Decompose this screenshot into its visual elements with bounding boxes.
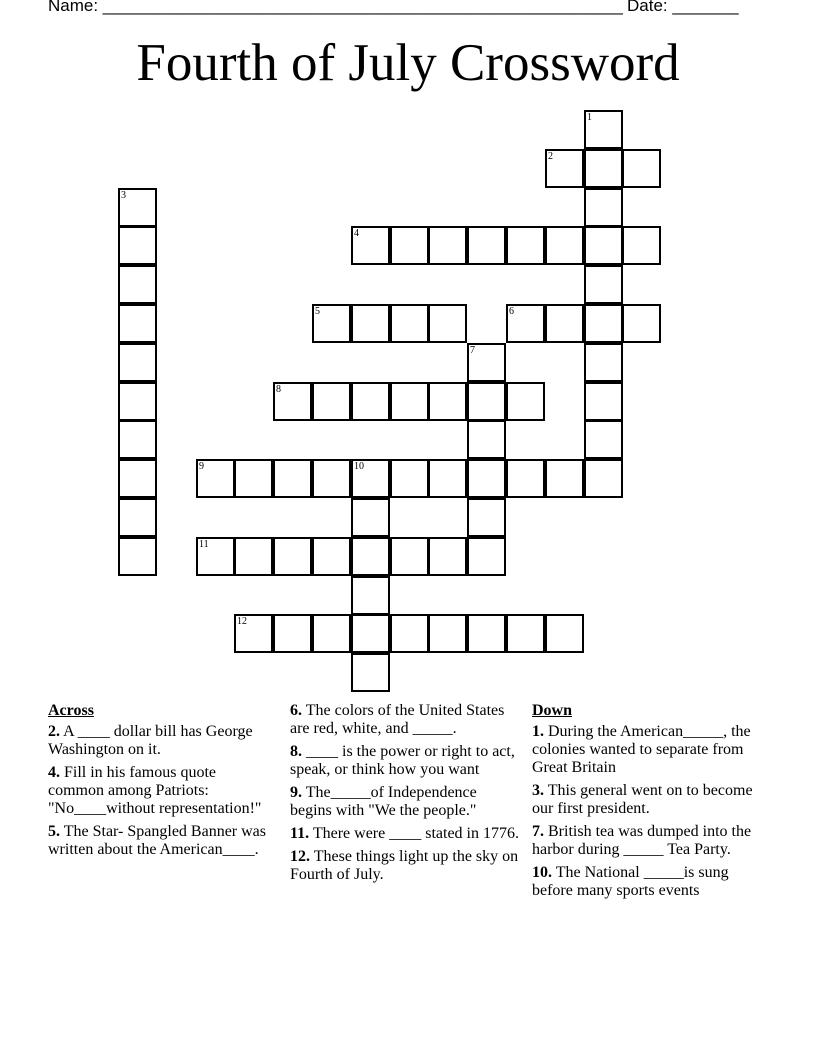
clue-text: A ____ dollar bill has George Washington on it. (48, 723, 253, 758)
crossword-cell[interactable] (622, 226, 661, 265)
crossword-cell[interactable] (584, 304, 623, 343)
crossword-cell[interactable] (467, 614, 506, 653)
crossword-cell[interactable] (312, 537, 351, 576)
crossword-cell[interactable] (390, 537, 429, 576)
cell-number: 1 (587, 112, 592, 123)
down-clues-column (532, 702, 770, 905)
clue-number: 3. (532, 782, 544, 799)
clue-text: There were ____ stated in 1776. (312, 825, 519, 842)
across-clues-column-2 (290, 702, 522, 889)
crossword-cell[interactable] (312, 459, 351, 498)
crossword-cell[interactable] (545, 459, 584, 498)
crossword-cell[interactable] (467, 343, 506, 382)
clue-across-8 (290, 743, 522, 779)
clue-text: The colors of the United States are red, white, and _____. (290, 702, 505, 737)
crossword-cell[interactable] (351, 498, 390, 537)
crossword-cell[interactable] (467, 459, 506, 498)
cell-number: 2 (548, 151, 553, 162)
crossword-cell[interactable] (545, 614, 584, 653)
crossword-cell[interactable] (545, 304, 584, 343)
clue-down-1 (532, 723, 770, 777)
crossword-cell[interactable] (312, 304, 351, 343)
crossword-cell[interactable] (390, 226, 429, 265)
crossword-cell[interactable] (118, 459, 157, 498)
cell-number: 12 (237, 616, 247, 627)
clue-across-11 (290, 825, 522, 843)
clue-across-12 (290, 848, 522, 884)
crossword-cell[interactable] (196, 459, 235, 498)
crossword-cell[interactable] (351, 459, 390, 498)
clue-number: 9. (290, 784, 302, 801)
crossword-cell[interactable] (118, 498, 157, 537)
crossword-cell[interactable] (273, 382, 312, 421)
crossword-cell[interactable] (351, 226, 390, 265)
clue-text: The Star- Spangled Banner was written about the American____. (48, 823, 267, 858)
cell-number: 6 (509, 306, 514, 317)
crossword-cell[interactable] (584, 149, 623, 188)
crossword-cell[interactable] (428, 537, 467, 576)
cell-number: 3 (121, 190, 126, 201)
clue-down-7 (532, 823, 770, 859)
crossword-cell[interactable] (428, 304, 467, 343)
cell-number: 7 (470, 345, 475, 356)
cell-number: 5 (315, 306, 320, 317)
clue-across-6 (290, 702, 522, 738)
crossword-cell[interactable] (584, 343, 623, 382)
clue-text: The_____of Independence begins with "We the people." (290, 784, 477, 819)
crossword-cell[interactable] (118, 420, 157, 459)
page-title: Fourth of July Crossword (136, 34, 680, 92)
clue-across-5 (48, 823, 273, 859)
crossword-cell[interactable] (118, 537, 157, 576)
across-clues-column-1 (48, 702, 273, 864)
crossword-cell[interactable] (428, 459, 467, 498)
name-field-label: Name: _______________________________________________________ (48, 0, 623, 15)
clue-down-10 (532, 864, 770, 900)
cell-number: 9 (199, 461, 204, 472)
date-field-label: Date: _______ (627, 0, 739, 15)
crossword-cell[interactable] (234, 459, 273, 498)
crossword-cell[interactable] (467, 420, 506, 459)
clue-text: These things light up the sky on Fourth of July. (290, 848, 519, 883)
crossword-cell[interactable] (467, 226, 506, 265)
crossword-cell[interactable] (390, 304, 429, 343)
crossword-cell[interactable] (234, 614, 273, 653)
crossword-cell[interactable] (351, 653, 390, 692)
clue-text: British tea was dumped into the harbor during _____ Tea Party. (532, 823, 752, 858)
crossword-cell[interactable] (506, 614, 545, 653)
crossword-cell[interactable] (545, 226, 584, 265)
crossword-cell[interactable] (351, 537, 390, 576)
crossword-cell[interactable] (118, 343, 157, 382)
crossword-cell[interactable] (273, 614, 312, 653)
crossword-cell[interactable] (467, 498, 506, 537)
clue-across-2 (48, 723, 273, 759)
crossword-cell[interactable] (545, 149, 584, 188)
crossword-cell[interactable] (622, 304, 661, 343)
clue-text: ____ is the power or right to act, speak, or think how you want (290, 743, 515, 778)
crossword-cell[interactable] (584, 459, 623, 498)
clue-number: 2. (48, 723, 60, 740)
clue-text: This general went on to become our first president. (532, 782, 753, 817)
crossword-cell[interactable] (118, 226, 157, 265)
crossword-cell[interactable] (351, 576, 390, 615)
crossword-cell[interactable] (584, 382, 623, 421)
clue-down-3 (532, 782, 770, 818)
crossword-cell[interactable] (467, 537, 506, 576)
crossword-cell[interactable] (234, 537, 273, 576)
crossword-cell[interactable] (351, 614, 390, 653)
crossword-cell[interactable] (584, 110, 623, 149)
clue-text: The National _____is sung before many sports events (532, 864, 729, 899)
crossword-cell[interactable] (312, 382, 351, 421)
across-heading: Across (48, 702, 94, 719)
clue-number: 4. (48, 764, 60, 781)
crossword-cell[interactable] (351, 382, 390, 421)
cell-number: 11 (199, 539, 209, 550)
crossword-cell[interactable] (390, 459, 429, 498)
crossword-cell[interactable] (584, 188, 623, 227)
crossword-cell[interactable] (506, 382, 545, 421)
cell-number: 8 (276, 384, 281, 395)
clue-number: 6. (290, 702, 302, 719)
crossword-cell[interactable] (118, 188, 157, 227)
clue-across-9 (290, 784, 522, 820)
crossword-cell[interactable] (312, 614, 351, 653)
crossword-cell[interactable] (390, 382, 429, 421)
clue-text: During the American_____, the colonies wanted to separate from Great Britain (532, 723, 751, 776)
crossword-cell[interactable] (506, 304, 545, 343)
clue-number: 1. (532, 723, 544, 740)
crossword-cell[interactable] (428, 382, 467, 421)
crossword-cell[interactable] (273, 459, 312, 498)
cell-number: 10 (354, 461, 364, 472)
crossword-cell[interactable] (390, 614, 429, 653)
crossword-cell[interactable] (506, 459, 545, 498)
crossword-cell[interactable] (428, 226, 467, 265)
clue-number: 11. (290, 825, 310, 842)
crossword-cell[interactable] (584, 265, 623, 304)
clue-number: 5. (48, 823, 60, 840)
clue-number: 10. (532, 864, 552, 881)
down-heading: Down (532, 702, 573, 719)
crossword-cell[interactable] (428, 614, 467, 653)
crossword-cell[interactable] (622, 149, 661, 188)
clue-number: 12. (290, 848, 310, 865)
clue-number: 8. (290, 743, 302, 760)
crossword-cell[interactable] (584, 420, 623, 459)
crossword-cell[interactable] (506, 226, 545, 265)
clue-text: Fill in his famous quote common among Patriots: "No____without representation!" (48, 764, 262, 817)
crossword-cell[interactable] (584, 226, 623, 265)
crossword-cell[interactable] (351, 304, 390, 343)
crossword-cell[interactable] (118, 304, 157, 343)
crossword-cell[interactable] (118, 265, 157, 304)
clue-across-4 (48, 764, 273, 818)
crossword-cell[interactable] (467, 382, 506, 421)
clue-number: 7. (532, 823, 544, 840)
cell-number: 4 (354, 228, 359, 239)
crossword-cell[interactable] (273, 537, 312, 576)
crossword-cell[interactable] (196, 537, 235, 576)
crossword-cell[interactable] (118, 382, 157, 421)
